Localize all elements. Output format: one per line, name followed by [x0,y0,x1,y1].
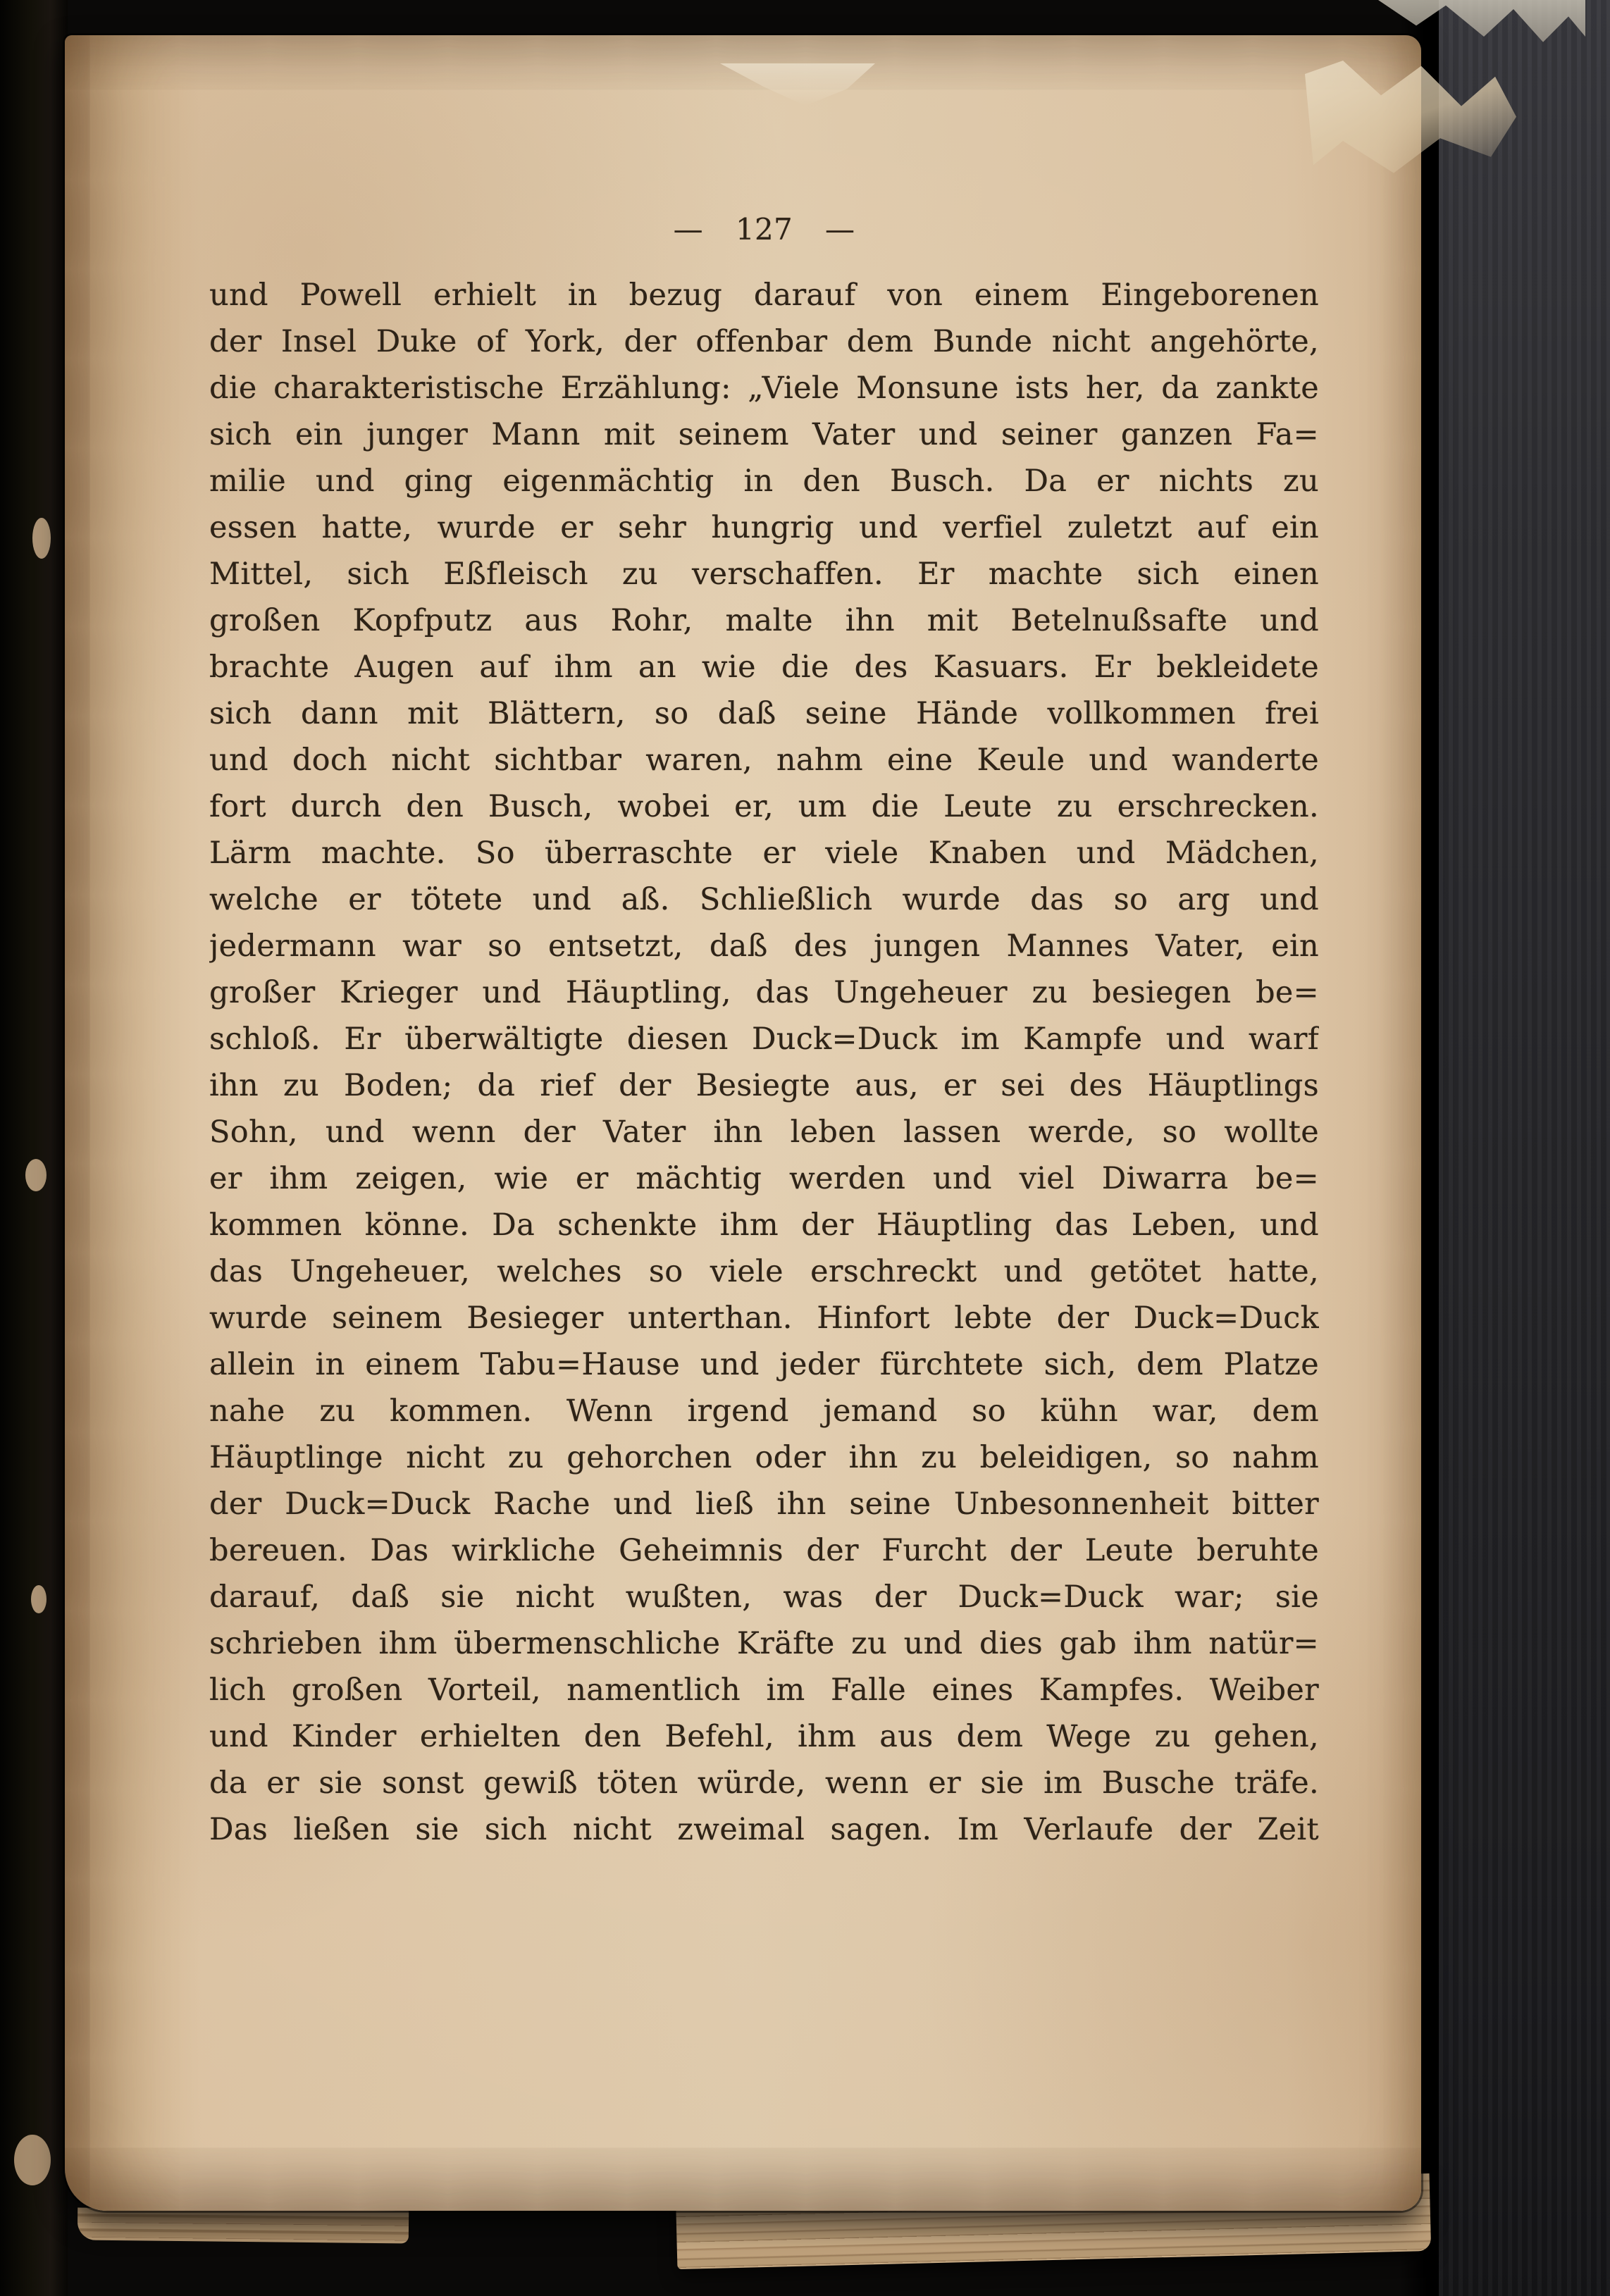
body-text [209,272,1319,1853]
stacked-page-edges-left [78,2208,409,2244]
text-line: da er sie sonst gewiß töten würde, wenn er sie im Busche träfe. [209,1766,1319,1801]
text-line: Mittel, sich Eßfleisch zu verschaffen. Er machte sich einen [209,557,1319,592]
book-spine [0,0,68,2296]
paper-fragment [32,518,51,559]
text-line: allein in einem Tabu=Hause und jeder fürchtete sich, dem Platze [209,1347,1319,1382]
text-line: großen Kopfputz aus Rohr, malte ihn mit Betelnußsafte und [209,603,1319,638]
page-header [209,213,1319,247]
text-line: jedermann war so entsetzt, daß des jungen Mannes Vater, ein [209,929,1319,964]
text-line: wurde seinem Besieger unterthan. Hinfort lebte der Duck=Duck [209,1301,1319,1336]
text-line: fort durch den Busch, wobei er, um die Leute zu erschrecken. [209,789,1319,824]
paper-fragment [14,2135,51,2185]
text-line: sich ein junger Mann mit seinem Vater und seiner ganzen Fa= [209,417,1319,452]
text-line: das Ungeheuer, welches so viele erschreckt und getötet hatte, [209,1254,1319,1289]
text-line: er ihm zeigen, wie er mächtig werden und viel Diwarra be= [209,1161,1319,1196]
text-line: darauf, daß sie nicht wußten, was der Duck=Duck war; sie [209,1580,1319,1615]
text-line: der Insel Duke of York, der offenbar dem Bunde nicht angehörte, [209,324,1319,359]
text-line: sich dann mit Blättern, so daß seine Hände vollkommen frei [209,696,1319,731]
torn-page-edge [720,63,875,106]
text-line: bereuen. Das wirkliche Geheimnis der Furcht der Leute beruhte [209,1533,1319,1568]
paper-fragment [31,1585,47,1613]
text-line: Lärm machte. So überraschte er viele Knaben und Mädchen, [209,836,1319,871]
text-line: ihn zu Boden; da rief der Besiegte aus, er sei des Häuptlings [209,1068,1319,1103]
header-dash-left: — [673,212,703,247]
text-line: schrieben ihm übermenschliche Kräfte zu und dies gab ihm natür= [209,1626,1319,1661]
paper-fragment [25,1159,47,1191]
page-number: 127 [735,212,793,247]
text-line: der Duck=Duck Rache und ließ ihn seine Unbesonnenheit bitter [209,1487,1319,1522]
text-line: und doch nicht sichtbar waren, nahm eine Keule und wanderte [209,743,1319,778]
text-line: nahe zu kommen. Wenn irgend jemand so kühn war, dem [209,1394,1319,1429]
text-line: milie und ging eigenmächtig in den Busch. Da er nichts zu [209,464,1319,499]
text-line: Sohn, und wenn der Vater ihn leben lassen werde, so wollte [209,1115,1319,1150]
page-text-block [209,213,1319,1853]
text-line: und Powell erhielt in bezug darauf von einem Eingeborenen [209,278,1319,313]
text-line: kommen könne. Da schenkte ihm der Häuptling das Leben, und [209,1208,1319,1243]
header-dash-right: — [825,212,855,247]
text-line: Häuptlinge nicht zu gehorchen oder ihn zu beleidigen, so nahm [209,1440,1319,1475]
text-line: essen hatte, wurde er sehr hungrig und verfiel zuletzt auf ein [209,510,1319,545]
text-line: und Kinder erhielten den Befehl, ihm aus dem Wege zu gehen, [209,1719,1319,1754]
book-page [65,35,1421,2211]
text-line: Das ließen sie sich nicht zweimal sagen. Im Verlaufe der Zeit [209,1812,1319,1847]
text-line: brachte Augen auf ihm an wie die des Kasuars. Er bekleidete [209,650,1319,685]
text-line: die charakteristische Erzählung: „Viele Monsune ists her, da zankte [209,371,1319,406]
text-line: lich großen Vorteil, namentlich im Falle eines Kampfes. Weiber [209,1673,1319,1708]
text-line: schloß. Er überwältigte diesen Duck=Duck im Kampfe und warf [209,1022,1319,1057]
text-line: großer Krieger und Häuptling, das Ungeheuer zu besiegen be= [209,975,1319,1010]
text-line: welche er tötete und aß. Schließlich wurde das so arg und [209,882,1319,917]
book-cover-right [1439,0,1610,2296]
